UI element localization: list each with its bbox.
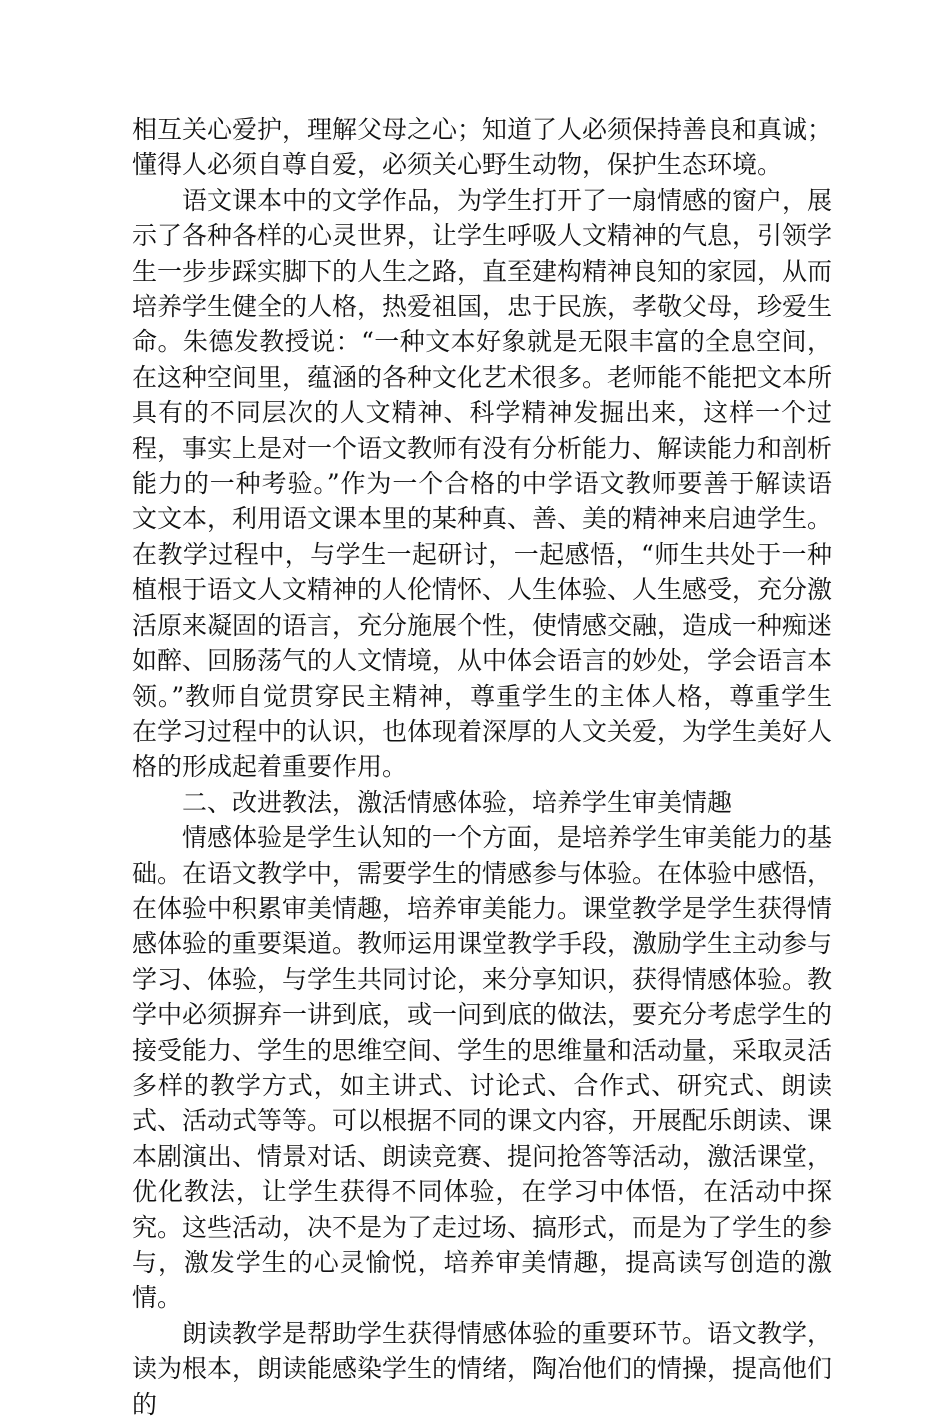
section-heading-2: 二、改进教法，激活情感体验，培养学生审美情趣 bbox=[182, 787, 733, 817]
paragraph-literary-works: 语文课本中的文学作品，为学生打开了一扇情感的窗户，展示了各种各样的心灵世界，让学生呼吸人文精神的气息，引领学生一步步踩实脚下的人生之路，直至建构精神良知的家园，从而培养学生健全的人格，热爱祖国，忠于民族，孝敬父母，珍爱生命。朱德发教授说：“一种文本好象就是无限丰富的全息空间，在这种空间里，蕴涵的各种文化艺术很多。老师能不能把文本所具有的不同层次的人文精神、科学精神发掘出来，这样一个过程，事实上是对一个语文教师有没有分析能力、解读能力和剖析能力的一种考验。”作为一个合格的中学语文教师要善于解读语文文本，利用语文课本里的某种真、善、美的精神来启迪学生。在教学过程中，与学生一起研讨，一起感悟，“师生共处于一种植根于语文人文精神的人伦情怀、人生体验、人生感受，充分激活原来凝固的语言，充分施展个性，使情感交融，造成一种痴迷如醉、回肠荡气的人文情境，从中体会语言的妙处，学会语言本领。”教师自觉贯穿民主精神，尊重学生的主体人格，尊重学生在学习过程中的认识，也体现着深厚的人文关爱，为学生美好人格的形成起着重要作用。 bbox=[132, 185, 833, 782]
paragraph-continuation: 相互关心爱护，理解父母之心；知道了人必须保持善良和真诚；懂得人必须自尊自爱，必须关心野生动物，保护生态环境。 bbox=[132, 115, 833, 180]
document-page bbox=[132, 112, 832, 1422]
paragraph-reading-teaching: 朗读教学是帮助学生获得情感体验的重要环节。语文教学，读为根本，朗读能感染学生的情绪，陶冶他们的情操，提高他们的 bbox=[132, 1318, 833, 1419]
paragraph-emotional-experience: 情感体验是学生认知的一个方面，是培养学生审美能力的基础。在语文教学中，需要学生的情感参与体验。在体验中感悟，在体验中积累审美情趣，培养审美能力。课堂教学是学生获得情感体验的重要渠道。教师运用课堂教学手段，激励学生主动参与学习、体验，与学生共同讨论，来分享知识，获得情感体验。教学中必须摒弃一讲到底，或一问到底的做法，要充分考虑学生的接受能力、学生的思维空间、学生的思维量和活动量，采取灵活多样的教学方式，如主讲式、讨论式、合作式、研究式、朗读式、活动式等等。可以根据不同的课文内容，开展配乐朗读、课本剧演出、情景对话、朗读竞赛、提问抢答等活动，激活课堂，优化教法，让学生获得不同体验，在学习中体悟，在活动中探究。这些活动，决不是为了走过场、搞形式，而是为了学生的参与，激发学生的心灵愉悦，培养审美情趣，提高读写创造的激情。 bbox=[132, 823, 833, 1313]
